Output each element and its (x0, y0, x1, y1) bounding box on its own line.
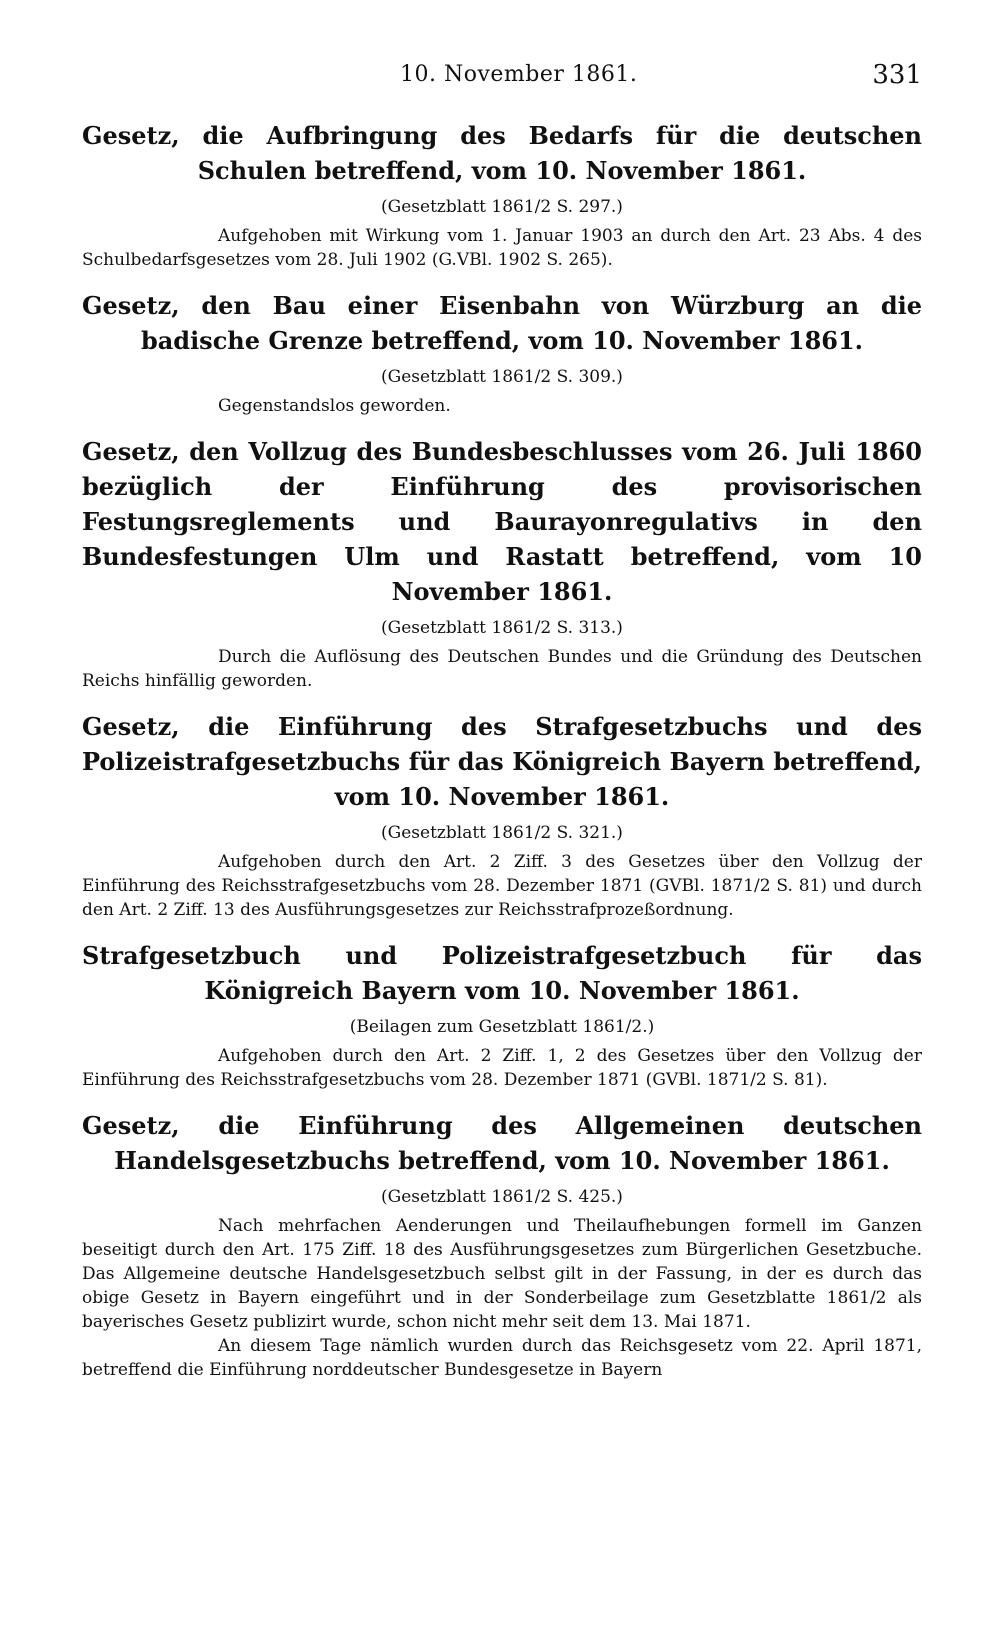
gazette-citation: (Gesetzblatt 1861/2 S. 321.) (381, 823, 623, 843)
section-title: Gesetz, den Bau einer Eisenbahn von Würzburg an die badische Grenze betreffend, vom 10. November 1861. (82, 291, 922, 355)
running-head-date: 10. November 1861. (400, 62, 638, 87)
section-title: Gesetz, die Einführung des Strafgesetzbuchs und des Polizeistrafgesetzbuchs für das Königreich Bayern betreffend, vom 10. November 1861. (82, 712, 922, 811)
gazette-citation: (Gesetzblatt 1861/2 S. 297.) (381, 197, 623, 217)
law-entry-handelsgesetzbuch (82, 1108, 922, 1382)
section-title: Gesetz, die Einführung des Allgemeinen deutschen Handelsgesetzbuchs betreffend, vom 10. November 1861. (82, 1111, 922, 1175)
gazette-citation: (Beilagen zum Gesetzblatt 1861/2.) (349, 1017, 655, 1037)
page-content (82, 118, 922, 1398)
section-title: Strafgesetzbuch und Polizeistrafgesetzbuch für das Königreich Bayern vom 10. November 1861. (82, 941, 922, 1005)
section-note: Gegenstandslos geworden. (218, 396, 451, 416)
section-note: Nach mehrfachen Aenderungen und Theilaufhebungen formell im Ganzen beseitigt durch den Art. 175 Ziff. 18 des Ausführungsgesetzes zum Bürgerlichen Gesetzbuche. Das Allgemeine deutsche Handelsgesetzbuch selbst gilt in der Fassung, in der es durch das obige Gesetz in Bayern eingeführt und in der Sonderbeilage zum Gesetzblatte 1861/2 als bayerisches Gesetz publizirt wurde, schon nicht mehr seit dem 13. Mai 1871. (82, 1216, 922, 1332)
gazette-citation: (Gesetzblatt 1861/2 S. 313.) (381, 618, 623, 638)
section-title: Gesetz, den Vollzug des Bundesbeschlusses vom 26. Juli 1860 bezüglich der Einführung des provisorischen Festungsreglements und Baurayonregulativs in den Bundesfestungen Ulm und Rastatt betreffend, vom 10 November 1861. (82, 437, 922, 606)
section-note-continued: An diesem Tage nämlich wurden durch das Reichsgesetz vom 22. April 1871, betreffend die Einführung norddeutscher Bundesgesetze in Bayern (82, 1336, 922, 1380)
law-entry-bundesfestungen (82, 434, 922, 693)
law-entry-schulbedarf (82, 118, 922, 272)
page-number: 331 (872, 60, 922, 90)
section-note: Aufgehoben mit Wirkung vom 1. Januar 1903 an durch den Art. 23 Abs. 4 des Schulbedarfsgesetzes vom 28. Juli 1902 (G.VBl. 1902 S. 265). (82, 226, 922, 270)
section-note: Aufgehoben durch den Art. 2 Ziff. 3 des Gesetzes über den Vollzug der Einführung des Reichsstrafgesetzbuchs vom 28. Dezember 1871 (GVBl. 1871/2 S. 81) und durch den Art. 2 Ziff. 13 des Ausführungsgesetzes zur Reichsstrafprozeßordnung. (82, 852, 922, 920)
gazette-citation: (Gesetzblatt 1861/2 S. 425.) (381, 1187, 623, 1207)
law-entry-strafgesetzbuch (82, 938, 922, 1092)
section-note: Aufgehoben durch den Art. 2 Ziff. 1, 2 des Gesetzes über den Vollzug der Einführung des Reichsstrafgesetzbuchs vom 28. Dezember 1871 (GVBl. 1871/2 S. 81). (82, 1046, 922, 1090)
gazette-citation: (Gesetzblatt 1861/2 S. 309.) (381, 367, 623, 387)
page-header (0, 62, 1000, 98)
section-title: Gesetz, die Aufbringung des Bedarfs für die deutschen Schulen betreffend, vom 10. November 1861. (82, 121, 922, 185)
law-entry-eisenbahn (82, 288, 922, 418)
section-note: Durch die Auflösung des Deutschen Bundes und die Gründung des Deutschen Reichs hinfällig geworden. (82, 647, 922, 691)
law-entry-strafgesetzbuch-einfuehrung (82, 709, 922, 922)
